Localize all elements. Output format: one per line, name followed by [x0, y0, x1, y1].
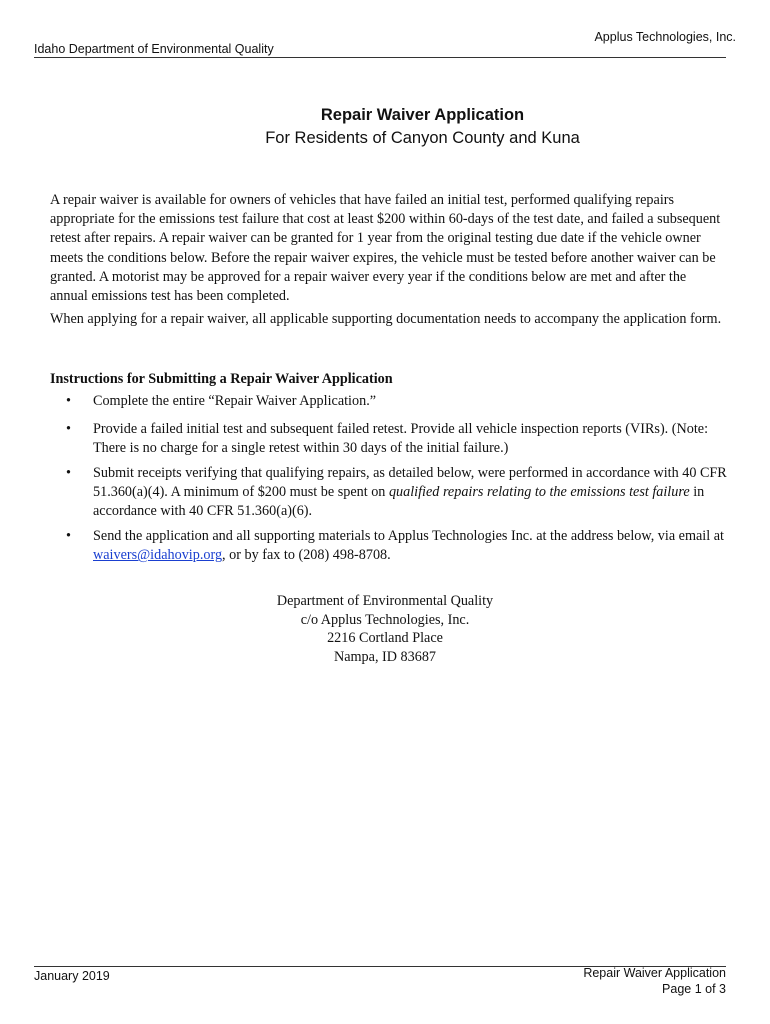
- address-line: Department of Environmental Quality: [276, 593, 494, 609]
- email-link[interactable]: waivers@idahovip.org: [93, 547, 223, 564]
- header-company: Applus Technologies, Inc.: [594, 30, 736, 44]
- list-item: [66, 420, 728, 458]
- instructions-heading: Instructions for Submitting a Repair Waiver Application: [50, 371, 393, 387]
- bullet-icon: •: [66, 421, 71, 437]
- footer-date: January 2019: [34, 969, 110, 983]
- list-item-text: , or by fax to (208) 498-8708.: [222, 547, 391, 564]
- footer-doc-name: Repair Waiver Application: [583, 966, 726, 980]
- list-item-text: Provide a failed initial test and subsequent failed retest. Provide all vehicle inspection reports (VIRs). (Note: There is no charge for a single retest within 30 days of the initial failure.): [93, 421, 709, 457]
- address-line: 2216 Cortland Place: [327, 630, 443, 647]
- address-line: Nampa, ID 83687: [333, 648, 437, 665]
- intro-paragraph: A repair waiver is available for owners of vehicles that have failed an initial test, performed qualifying repairs appropriate for the emissions test failure that cost at least $200 within 60-days of the test date, and failed a subsequent retest after repairs. A repair waiver can be granted for 1 year from the original testing due date if the vehicle owner meets the conditions below. Before the repair waiver expires, the vehicle must be tested before another waiver can be granted. A motorist may be approved for a repair waiver every year if the conditions below are met and after the annual emissions test has been completed.: [50, 192, 721, 305]
- list-item-text: Submit receipts verifying that qualifying repairs, as detailed below, were performed in accordance with 40 CFR 51.360(a)(4). A minimum of $200 must be spent on: [93, 465, 727, 501]
- list-item-text: Complete the entire “Repair Waiver Application.”: [93, 393, 377, 409]
- address-line: c/o Applus Technologies, Inc.: [300, 611, 470, 628]
- bullet-icon: •: [66, 465, 71, 481]
- header-divider: [34, 57, 726, 58]
- bullet-icon: •: [66, 528, 71, 544]
- list-item-emphasis: qualified repairs relating to the emissions test failure: [388, 484, 690, 501]
- header-department: Idaho Department of Environmental Quality: [34, 42, 274, 56]
- footer-page-info: [583, 965, 726, 997]
- list-item-text: Send the application and all supporting materials to Applus Technologies Inc. at the address below, via email at: [93, 528, 724, 544]
- document-title: Repair Waiver Application: [320, 106, 525, 124]
- list-item: [66, 527, 728, 565]
- applying-paragraph: When applying for a repair waiver, all applicable supporting documentation needs to accompany the application form.: [50, 311, 722, 327]
- list-item-text: in accordance with 40 CFR 51.360(a)(6).: [93, 484, 705, 520]
- document-subtitle: For Residents of Canyon County and Kuna: [265, 129, 580, 147]
- list-item: [66, 464, 728, 522]
- list-item: [66, 392, 728, 411]
- footer-page-number: Page 1 of 3: [662, 982, 726, 996]
- bullet-icon: •: [66, 393, 71, 409]
- mailing-address: [0, 592, 770, 666]
